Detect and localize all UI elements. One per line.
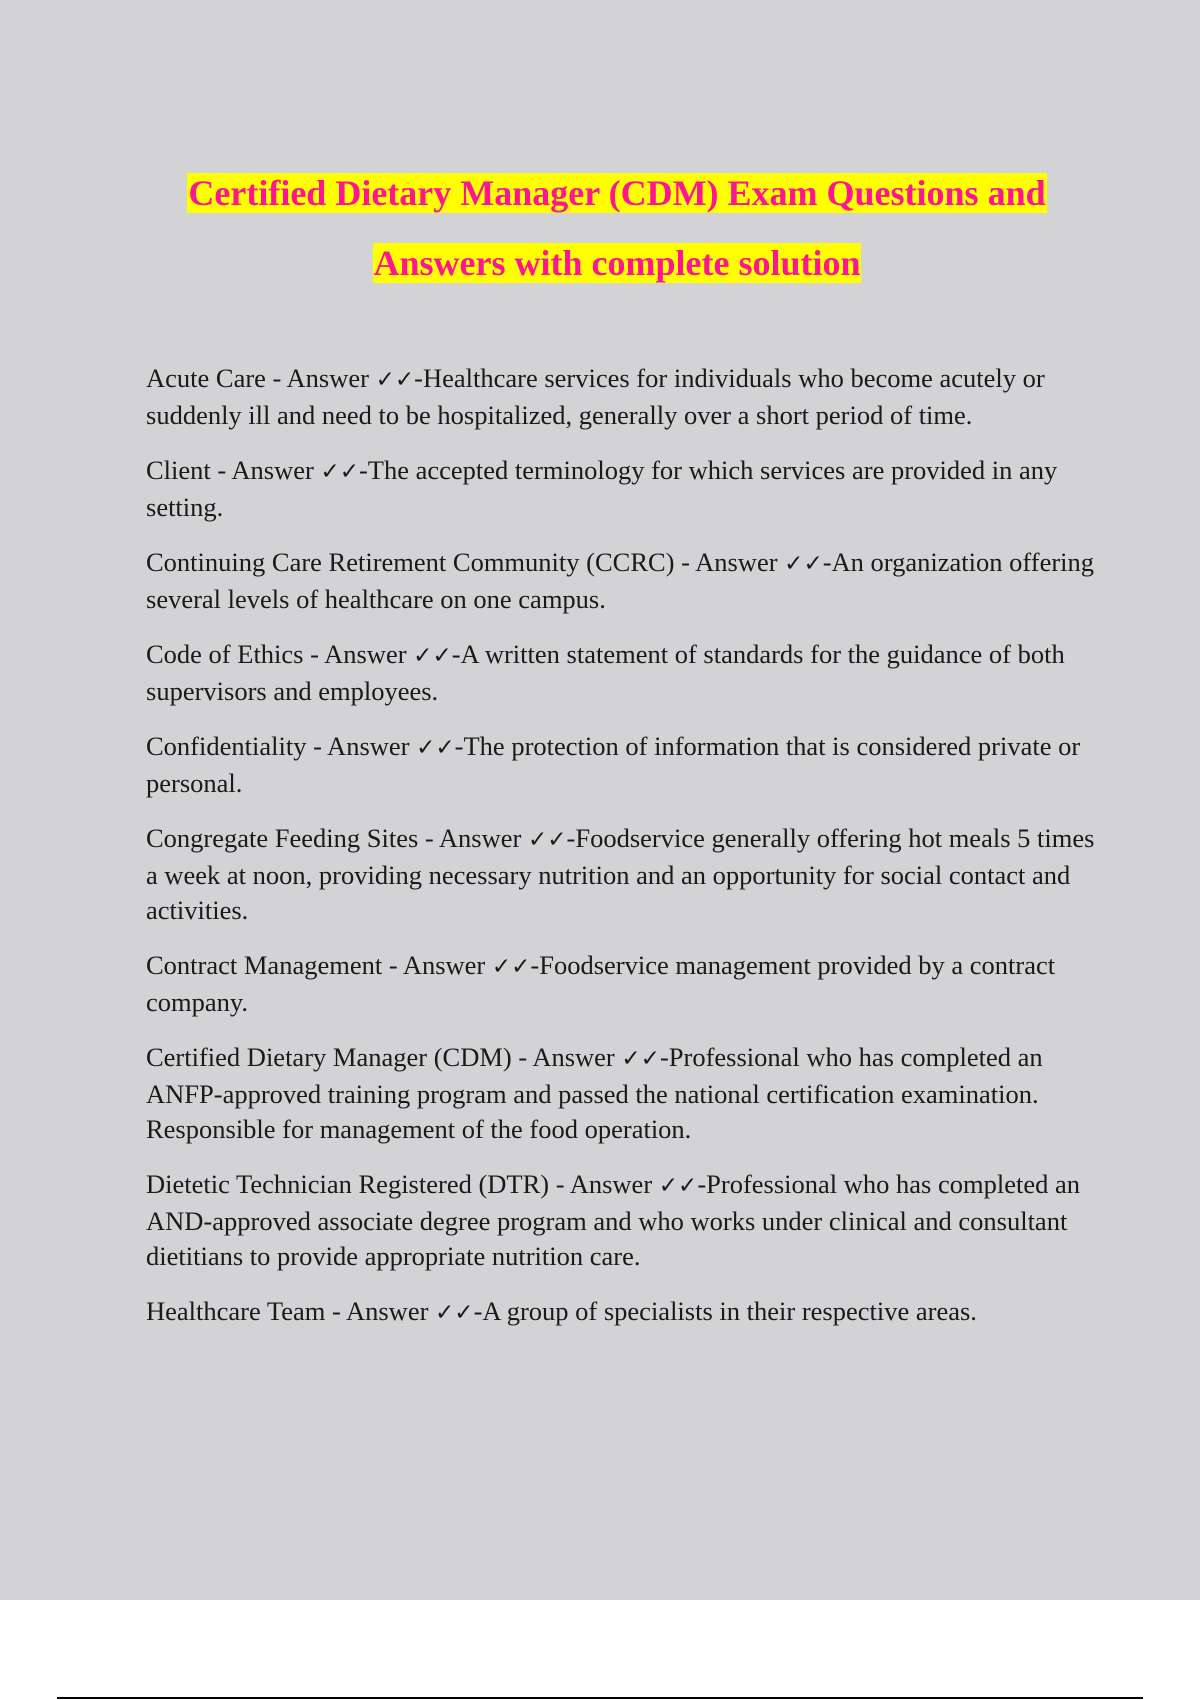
entry-definition: -The accepted terminology for which services are provided in any setting. — [146, 455, 1058, 522]
entry-term: Dietetic Technician Registered (DTR) - Answer — [146, 1169, 659, 1199]
title-line-2-text: Answers with complete solution — [373, 243, 861, 283]
double-check-icon: ✓✓ — [413, 643, 452, 669]
entry-term: Confidentiality - Answer — [146, 731, 417, 761]
entry-term: Certified Dietary Manager (CDM) - Answer — [146, 1042, 622, 1072]
entry-definition: -A written statement of standards for the guidance of both supervisors and employees. — [146, 639, 1065, 706]
document-title — [0, 158, 1200, 298]
qa-entry — [146, 1294, 1096, 1331]
double-check-icon: ✓✓ — [320, 459, 359, 485]
entry-term: Contract Management - Answer — [146, 950, 492, 980]
entry-term: Code of Ethics - Answer — [146, 639, 414, 669]
entry-term: Healthcare Team - Answer — [146, 1296, 436, 1326]
qa-entry — [146, 361, 1096, 433]
double-check-icon: ✓✓ — [435, 1300, 474, 1326]
entry-term: Continuing Care Retirement Community (CCRC) - Answer — [146, 547, 785, 577]
entry-definition: -Professional who has completed an AND-approved associate degree program and who works under clinical and consultant dietitians to provide appropriate nutrition care. — [146, 1169, 1080, 1271]
entry-term: Client - Answer — [146, 455, 321, 485]
double-check-icon: ✓✓ — [784, 551, 823, 577]
entry-definition: -Professional who has completed an ANFP-approved training program and passed the national certification examination. Responsible for management of the food operation. — [146, 1042, 1043, 1144]
qa-entry — [146, 1167, 1096, 1274]
entry-definition: -Foodservice generally offering hot meals 5 times a week at noon, providing necessary nutrition and an opportunity for social contact and activities. — [146, 823, 1095, 925]
double-check-icon: ✓✓ — [375, 367, 415, 393]
qa-entry — [146, 821, 1096, 928]
entry-definition: -Foodservice management provided by a contract company. — [146, 950, 1056, 1017]
double-check-icon: ✓✓ — [491, 954, 531, 980]
footer-divider — [57, 1697, 1143, 1699]
double-check-icon: ✓✓ — [621, 1046, 660, 1072]
entry-definition: -Healthcare services for individuals who become acutely or suddenly ill and need to be hospitalized, generally over a short period of time. — [146, 363, 1045, 430]
title-line-2 — [0, 228, 1200, 298]
qa-entry — [146, 1040, 1096, 1147]
entry-definition: -A group of specialists in their respective areas. — [473, 1296, 977, 1326]
qa-entry — [146, 637, 1096, 709]
entry-term: Acute Care - Answer — [146, 363, 376, 393]
double-check-icon: ✓✓ — [527, 827, 567, 853]
double-check-icon: ✓✓ — [658, 1173, 698, 1199]
qa-entry — [146, 948, 1096, 1020]
qa-entry — [146, 453, 1096, 525]
entry-definition: -The protection of information that is considered private or personal. — [146, 731, 1081, 798]
title-line-1-text: Certified Dietary Manager (CDM) Exam Questions and — [188, 173, 1046, 213]
qa-entry-list — [146, 361, 1096, 1351]
qa-entry — [146, 729, 1096, 801]
entry-term: Congregate Feeding Sites - Answer — [146, 823, 528, 853]
qa-entry — [146, 545, 1096, 617]
entry-definition: -An organization offering several levels of healthcare on one campus. — [146, 547, 1095, 614]
double-check-icon: ✓✓ — [416, 735, 455, 761]
title-line-1 — [0, 158, 1200, 228]
